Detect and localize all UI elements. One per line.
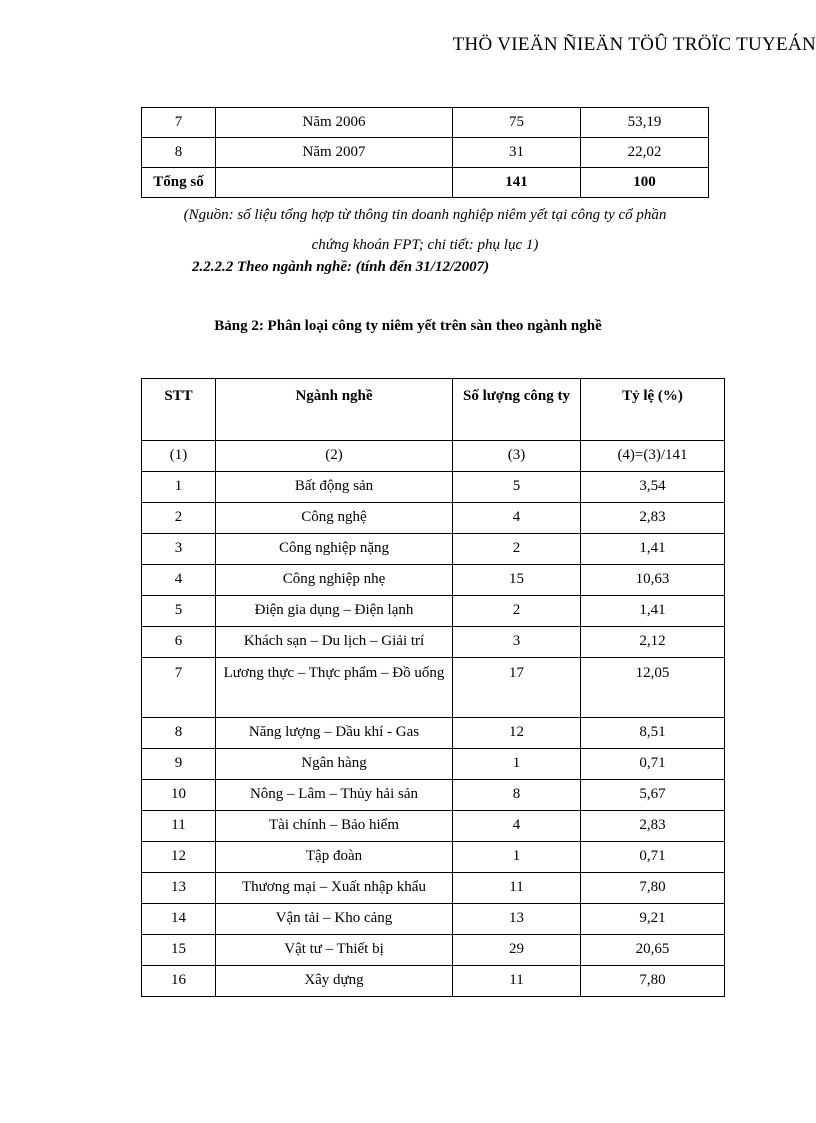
index-stt: (1) [142, 441, 216, 472]
total-label-cell: Tổng số [142, 168, 216, 198]
percent-cell: 8,51 [581, 718, 725, 749]
count-cell: 4 [453, 503, 581, 534]
table-row [142, 472, 725, 503]
stt-cell: 13 [142, 873, 216, 904]
section-heading: 2.2.2.2 Theo ngành nghề: (tính đến 31/12/2007) [192, 259, 490, 275]
table-row [142, 108, 709, 138]
table-row [142, 935, 725, 966]
header-row [142, 379, 725, 441]
stt-cell: 10 [142, 780, 216, 811]
empty-cell [216, 168, 453, 198]
count-cell: 2 [453, 596, 581, 627]
total-count-cell: 141 [453, 168, 581, 198]
stt-cell: 9 [142, 749, 216, 780]
table-row [142, 503, 725, 534]
table-row [142, 904, 725, 935]
total-row [142, 168, 709, 198]
stt-cell: 3 [142, 534, 216, 565]
count-cell: 1 [453, 842, 581, 873]
percent-cell: 10,63 [581, 565, 725, 596]
count-cell: 11 [453, 873, 581, 904]
stt-cell: 14 [142, 904, 216, 935]
count-cell: 17 [453, 658, 581, 718]
industry-cell: Vận tải – Kho cảng [216, 904, 453, 935]
count-cell: 11 [453, 966, 581, 997]
industry-cell: Lương thực – Thực phẩm – Đồ uống [216, 658, 453, 718]
count-cell: 29 [453, 935, 581, 966]
count-cell: 4 [453, 811, 581, 842]
header-industry: Ngành nghề [216, 379, 453, 441]
industry-cell: Năng lượng – Dầu khí - Gas [216, 718, 453, 749]
industry-cell: Công nghệ [216, 503, 453, 534]
index-count: (3) [453, 441, 581, 472]
table-row [142, 966, 725, 997]
stt-cell: 16 [142, 966, 216, 997]
table-row [142, 718, 725, 749]
count-cell: 5 [453, 472, 581, 503]
count-cell: 8 [453, 780, 581, 811]
count-cell: 1 [453, 749, 581, 780]
source-note [141, 200, 709, 260]
stt-cell: 4 [142, 565, 216, 596]
count-cell: 15 [453, 565, 581, 596]
stt-cell: 8 [142, 718, 216, 749]
total-percent-cell: 100 [581, 168, 709, 198]
index-percent: (4)=(3)/141 [581, 441, 725, 472]
table-caption: Bảng 2: Phân loại công ty niêm yết trên sàn theo ngành nghề [214, 318, 602, 334]
table-row [142, 873, 725, 904]
stt-cell: 6 [142, 627, 216, 658]
table-row [142, 627, 725, 658]
year-summary-table [141, 107, 709, 198]
stt-cell: 5 [142, 596, 216, 627]
count-cell: 75 [453, 108, 581, 138]
table-row [142, 565, 725, 596]
industry-cell: Tài chính – Bảo hiểm [216, 811, 453, 842]
year-cell: Năm 2006 [216, 108, 453, 138]
percent-cell: 3,54 [581, 472, 725, 503]
industry-cell: Ngân hàng [216, 749, 453, 780]
percent-cell: 20,65 [581, 935, 725, 966]
count-cell: 12 [453, 718, 581, 749]
table-row [142, 842, 725, 873]
industry-cell: Bất động sản [216, 472, 453, 503]
table-row [142, 534, 725, 565]
table-row [142, 780, 725, 811]
industry-cell: Khách sạn – Du lịch – Giải trí [216, 627, 453, 658]
percent-cell: 2,83 [581, 811, 725, 842]
table-row [142, 811, 725, 842]
percent-cell: 2,12 [581, 627, 725, 658]
percent-cell: 1,41 [581, 534, 725, 565]
index-row [142, 441, 725, 472]
industry-cell: Thương mại – Xuất nhập khẩu [216, 873, 453, 904]
percent-cell: 2,83 [581, 503, 725, 534]
stt-cell: 7 [142, 108, 216, 138]
industry-cell: Tập đoàn [216, 842, 453, 873]
percent-cell: 12,05 [581, 658, 725, 718]
stt-cell: 2 [142, 503, 216, 534]
stt-cell: 7 [142, 658, 216, 718]
industry-cell: Nông – Lâm – Thủy hải sản [216, 780, 453, 811]
table-row [142, 138, 709, 168]
percent-cell: 22,02 [581, 138, 709, 168]
table-row [142, 749, 725, 780]
percent-cell: 0,71 [581, 842, 725, 873]
table-row [142, 596, 725, 627]
industry-rows [142, 472, 725, 997]
industry-table [141, 378, 725, 997]
source-note-line-1: (Nguồn: số liệu tổng hợp từ thông tin doanh nghiệp niêm yết tại công ty cổ phần [183, 207, 667, 223]
page-header-title: THÖ VIEÄN ÑIEÄN TÖÛ TRÖÏC TUYEÁN [452, 34, 816, 55]
industry-cell: Điện gia dụng – Điện lạnh [216, 596, 453, 627]
stt-cell: 1 [142, 472, 216, 503]
count-cell: 3 [453, 627, 581, 658]
year-cell: Năm 2007 [216, 138, 453, 168]
stt-cell: 11 [142, 811, 216, 842]
industry-cell: Công nghiệp nhẹ [216, 565, 453, 596]
percent-cell: 9,21 [581, 904, 725, 935]
stt-cell: 12 [142, 842, 216, 873]
percent-cell: 0,71 [581, 749, 725, 780]
percent-cell: 7,80 [581, 873, 725, 904]
header-stt: STT [142, 379, 216, 441]
industry-cell: Công nghiệp nặng [216, 534, 453, 565]
percent-cell: 1,41 [581, 596, 725, 627]
percent-cell: 7,80 [581, 966, 725, 997]
index-industry: (2) [216, 441, 453, 472]
source-note-line-2: chứng khoán FPT; chi tiết: phụ lục 1) [311, 237, 539, 253]
industry-cell: Vật tư – Thiết bị [216, 935, 453, 966]
count-cell: 2 [453, 534, 581, 565]
count-cell: 31 [453, 138, 581, 168]
percent-cell: 53,19 [581, 108, 709, 138]
percent-cell: 5,67 [581, 780, 725, 811]
industry-cell: Xây dựng [216, 966, 453, 997]
stt-cell: 15 [142, 935, 216, 966]
table-row [142, 658, 725, 718]
header-count: Số lượng công ty [453, 379, 581, 441]
header-percent: Tỷ lệ (%) [581, 379, 725, 441]
count-cell: 13 [453, 904, 581, 935]
stt-cell: 8 [142, 138, 216, 168]
